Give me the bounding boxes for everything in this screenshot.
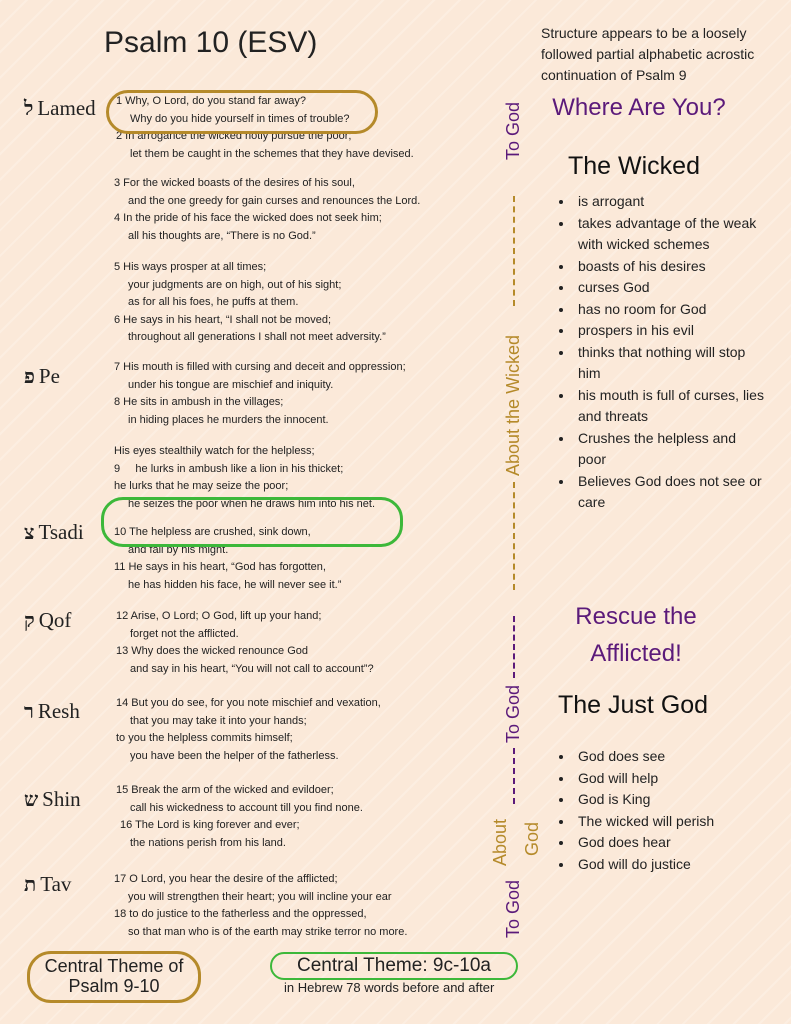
label-to-god-1: To God	[503, 101, 523, 160]
verses-7-8: 7 His mouth is filled with cursing and deceit and oppression; under his tongue are mischief and iniquity. 8 He sits in ambush in the villages; in hiding places he murders the innocent.	[114, 361, 406, 426]
verses-17-18: 17 O Lord, you hear the desire of the afflicted; you will strengthen their heart; you will incline your ear 18 to do justice to the fatherless and the oppressed, so that man who is of the earth may strike terror no more.	[114, 873, 408, 938]
central-theme-psalm-box	[27, 951, 201, 1003]
central-theme-psalm-text: Central Theme of Psalm 9-10	[44, 956, 184, 996]
label-to-god-2: To God	[503, 684, 523, 743]
verses-10-11: 10 The helpless are crushed, sink down, and fall by his might. 11 He says in his heart, “God has forgotten, he has hidden his face, he will never see it.”	[114, 526, 342, 591]
list-item: • God does hear	[574, 832, 766, 854]
verses-3-4: 3 For the wicked boasts of the desires of his soul, and the one greedy for gain curses and renounces the Lord. 4 In the pride of his face the wicked does not seek him; all his thoughts are, “There is no God.”	[114, 177, 421, 242]
letter-tsadi: צ Tsadi	[24, 520, 84, 544]
list-item: • his mouth is full of curses, lies and threats	[574, 385, 766, 428]
label-about-wicked: About the Wicked	[503, 334, 523, 476]
letter-pe: פ Pe	[24, 364, 60, 388]
list-item: • God does see	[574, 746, 766, 768]
label-about-god-1: About	[490, 818, 510, 866]
divider-to-god-2-top	[513, 616, 515, 678]
divider-to-god-2-bottom	[513, 748, 515, 804]
central-theme-box	[270, 952, 518, 980]
verses-5-6: 5 His ways prosper at all times; your judgments are on high, out of his sight; as for all his foes, he puffs at them. 6 He says in his heart, “I shall not be moved; throughout all generations I shall not meet adversity.”	[114, 261, 386, 343]
list-item: • Believes God does not see or care	[574, 471, 766, 514]
list-item: • God will help	[574, 768, 766, 790]
list-item: • God will do justice	[574, 854, 766, 876]
verse-1: 1 Why, O Lord, do you stand far away? Why do you hide yourself in times of trouble?	[116, 95, 350, 125]
list-item: • God is King	[574, 789, 766, 811]
list-item: • has no room for God	[574, 299, 766, 321]
letter-resh: ר Resh	[24, 699, 80, 723]
verses-8-9: His eyes stealthily watch for the helpless; 9 he lurks in ambush like a lion in his thicket; he lurks that he may seize the poor; he seizes the poor when he draws him into his net.	[114, 445, 376, 510]
list-item: • curses God	[574, 277, 766, 299]
list-item: • is arrogant	[574, 191, 766, 213]
list-item: • thinks that nothing will stop him	[574, 342, 766, 385]
verses-15-16: 15 Break the arm of the wicked and evildoer; call his wickedness to account till you find none. 16 The Lord is king forever and ever; the nations perish from his land.	[116, 784, 363, 849]
divider-wicked-bottom	[513, 482, 515, 590]
divider-wicked-top	[513, 196, 515, 306]
central-theme-text: Central Theme: 9c-10a	[297, 955, 491, 976]
letter-tav: ת Tav	[24, 872, 72, 896]
list-item: • boasts of his desires	[574, 256, 766, 278]
letter-lamed: ל Lamed	[24, 96, 96, 120]
just-god-list	[556, 746, 766, 875]
heading-rescue-afflicted: Rescue the Afflicted!	[575, 603, 697, 667]
structure-note: Structure appears to be a loosely followed partial alphabetic acrostic continuation of Psalm 9	[541, 25, 755, 83]
highlight-oval-green	[101, 497, 403, 547]
list-item: • The wicked will perish	[574, 811, 766, 833]
page-title: Psalm 10 (ESV)	[104, 26, 318, 59]
list-item: • prospers in his evil	[574, 320, 766, 342]
verse-2: 2 In arrogance the wicked hotly pursue the poor; let them be caught in the schemes that they have devised.	[116, 130, 414, 160]
letter-shin: ש Shin	[24, 787, 81, 811]
hebrew-note: in Hebrew 78 words before and after	[284, 980, 495, 995]
heading-the-wicked: The Wicked	[568, 152, 700, 180]
label-to-god-3: To God	[503, 879, 523, 938]
list-item: • Crushes the helpless and poor	[574, 428, 766, 471]
heading-just-god: The Just God	[558, 691, 709, 719]
heading-where-are-you: Where Are You?	[552, 94, 726, 121]
verses-12-13: 12 Arise, O Lord; O God, lift up your hand; forget not the afflicted. 13 Why does the wicked renounce God and say in his heart, “You will not call to account”?	[116, 610, 374, 675]
wicked-list	[556, 191, 766, 514]
letter-qof: ק Qof	[24, 608, 72, 632]
label-about-god-2: God	[522, 821, 542, 856]
highlight-oval-gold	[106, 90, 378, 134]
verse-14: 14 But you do see, for you note mischief and vexation, that you may take it into your hands; to you the helpless commits himself; you have been the helper of the fatherless.	[116, 697, 381, 762]
list-item: • takes advantage of the weak with wicked schemes	[574, 213, 766, 256]
